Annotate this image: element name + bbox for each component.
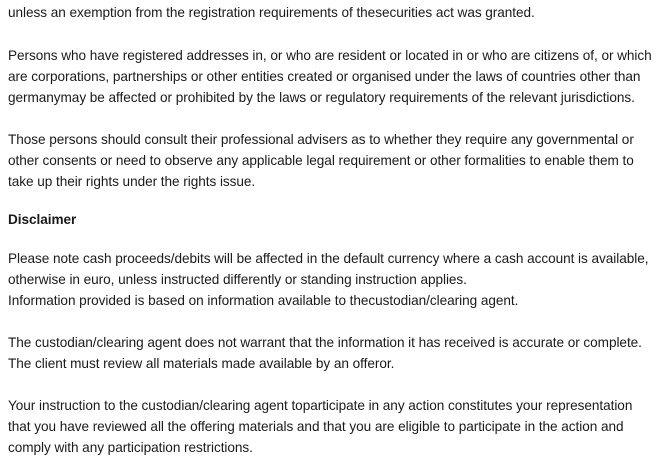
paragraph-jurisdictions-line-2: are corporations, partnerships or other entities created or organised under the laws of countries other than [8,69,641,84]
paragraph-jurisdictions-line-1: Persons who have registered addresses in, or who are resident or located in or who are citizens of, or which [8,48,652,63]
paragraph-instruction-line-3: comply with any participation restrictions. [8,440,253,455]
paragraph-cash-proceeds-line-1: Please note cash proceeds/debits will be affected in the default currency where a cash account is available, [8,251,649,266]
paragraph-instruction-line-2: that you have reviewed all the offering materials and that you are eligible to participate in the action and [8,419,624,434]
paragraph-advisers-line-1: Those persons should consult their professional advisers as to whether they require any governmental or [8,132,634,147]
paragraph-advisers-line-2: other consents or need to observe any applicable legal requirement or other formalities to enable them to [8,153,634,168]
paragraph-warranty-line-1: The custodian/clearing agent does not warrant that the information it has received is accurate or complete. [8,335,642,350]
paragraph-cash-proceeds-line-3: Information provided is based on information available to thecustodian/clearing agent. [8,293,519,308]
paragraph-cash-proceeds-line-2: otherwise in euro, unless instructed differently or standing instruction applies. [8,272,467,287]
disclaimer-heading: Disclaimer [8,212,77,227]
paragraph-jurisdictions-line-3: germanymay be affected or prohibited by the laws or regulatory requirements of the relevant jurisdictions. [8,90,635,105]
paragraph-warranty-line-2: The client must review all materials made available by an offeror. [8,356,395,371]
paragraph-instruction-line-1: Your instruction to the custodian/clearing agent toparticipate in any action constitutes your representation [8,398,633,413]
paragraph-exemption-line-1: unless an exemption from the registration requirements of thesecurities act was granted. [8,5,535,20]
paragraph-advisers-line-3: take up their rights under the rights issue. [8,174,256,189]
